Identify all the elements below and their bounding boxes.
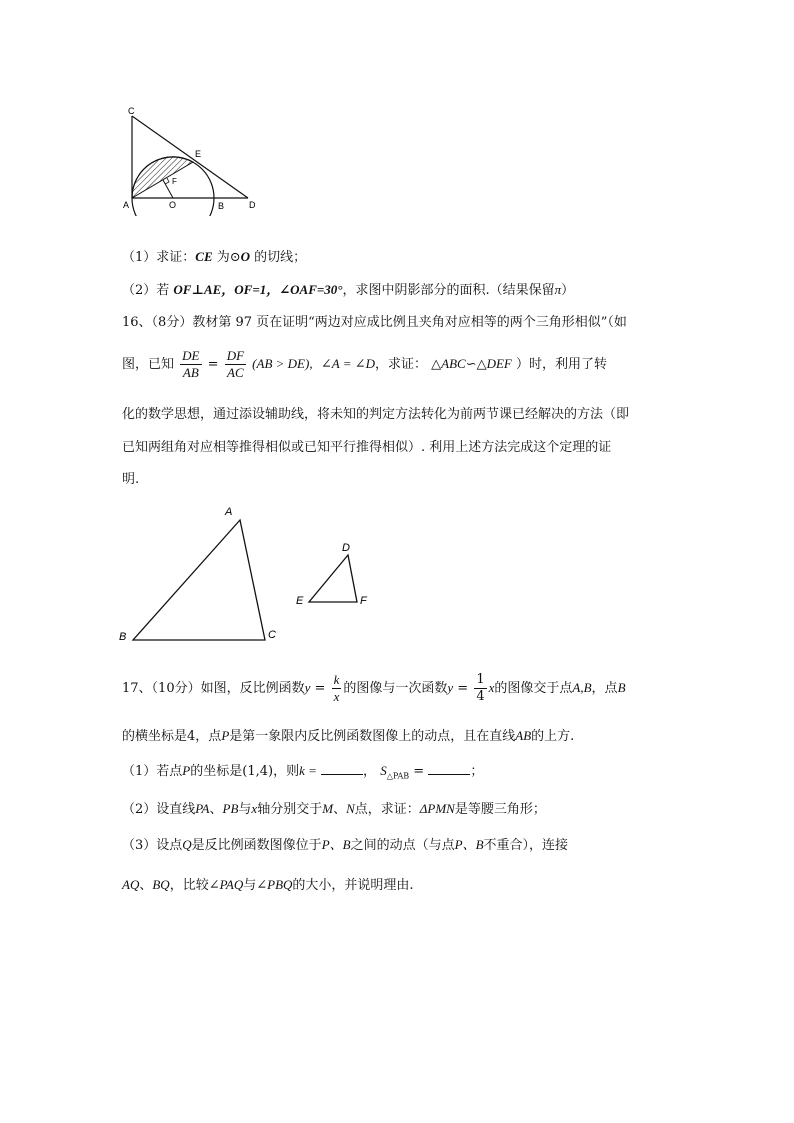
q17-part1: （1）若点P的坐标是(1,4)，则k = ， $S_{\triangle PAB}$ = ； <box>122 763 484 781</box>
fraction-k-x: $\frac{k}{x}$ <box>333 672 340 704</box>
answer-blank-area[interactable] <box>428 762 470 775</box>
figure1-label-F: F <box>172 177 177 186</box>
figure1-label-D: D <box>249 200 256 210</box>
geometry-figure-circle <box>118 104 268 216</box>
q16-line3: 化的数学思想，通过添设辅助线，将未知的判定方法转化为前两节课已经解决的方法（即 <box>122 407 630 422</box>
q17-part2: （2）设直线PA、PB与x轴分别交于M、N点，求证：ΔPMN是等腰三角形； <box>122 801 546 817</box>
q16-line4: 已知两组角对应相等推得相似或已知平行推得相似）. 利用上述方法完成这个定理的证 <box>122 440 612 455</box>
q15-part1: （1）求证：CE 为⊙O 的切线； <box>122 249 307 265</box>
fraction-de-ab: $\frac{DE}{AB}$ <box>182 348 200 380</box>
figure2-label-B: B <box>119 631 127 643</box>
q16-line5: 明. <box>122 472 140 487</box>
figure2-label-E: E <box>296 595 304 607</box>
figure1-label-E: E <box>195 149 202 159</box>
q17-part4: AQ、BQ，比较∠PAQ与∠PBQ的大小，并说明理由. <box>122 877 414 893</box>
q15-part2: （2）若 OF⊥AE，OF=1，∠OAF=30°，求图中阴影部分的面积.（结果保留π） <box>122 282 575 298</box>
q16-given: 图，已知 $\frac{DE}{AB}$ = $\frac{DF}{AC}$ (AB > DE), ∠A = ∠D，求证： △ABC∽△DEF ）时，利用了转 <box>122 348 608 380</box>
answer-blank-k[interactable] <box>321 762 363 775</box>
figure1-label-O: O <box>169 200 177 210</box>
figure2-label-C: C <box>268 629 276 641</box>
geometry-figure-triangles <box>115 500 385 650</box>
q16-header: 16、（8分）教材第 97 页在证明“两边对应成比例且夹角对应相等的两个三角形相似”（如 <box>122 315 627 330</box>
q17-line2: 的横坐标是4，点P是第一象限内反比例函数图像上的动点，且在直线AB的上方. <box>122 728 575 744</box>
figure2-label-A: A <box>225 506 233 518</box>
figure2-label-F: F <box>360 595 367 607</box>
figure2-label-D: D <box>342 542 350 554</box>
figure1-label-C: C <box>128 106 135 116</box>
fraction-df-ac: $\frac{DF}{AC}$ <box>226 348 245 380</box>
figure1-label-A: A <box>123 200 130 210</box>
fraction-one-quarter: $\frac{1}{4}$ <box>476 672 485 704</box>
figure1-label-B: B <box>218 201 225 211</box>
q17-part3: （3）设点Q是反比例函数图像位于P、B之间的动点（与点P、B不重合），连接 <box>122 837 569 853</box>
q17-header: 17、（10分）如图，反比例函数y = $\frac{k}{x}$ 的图像与一次函数y = $\frac{1}{4}$ x的图像交于点A,B，点B <box>122 672 626 704</box>
